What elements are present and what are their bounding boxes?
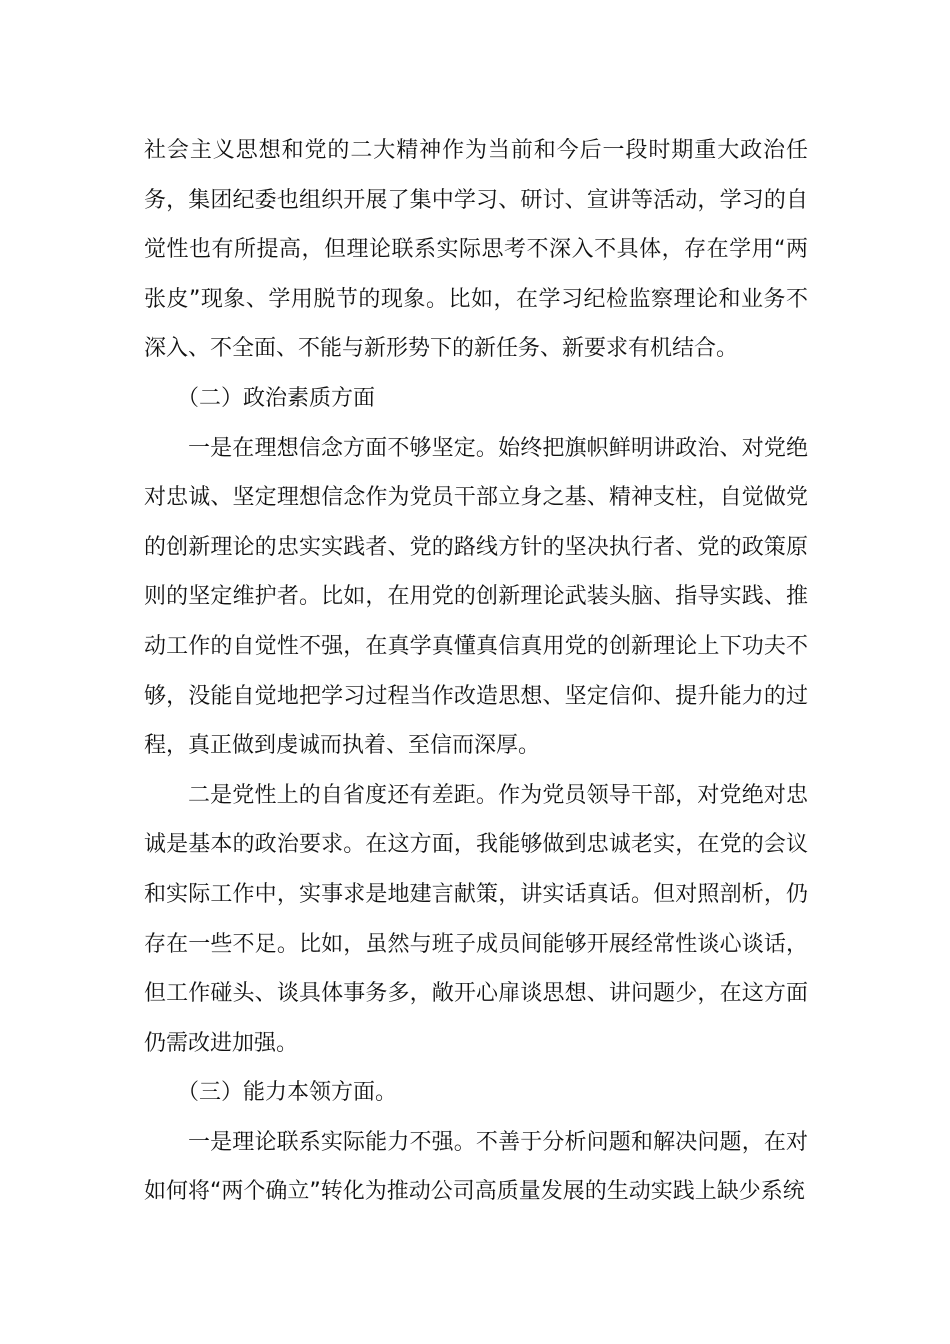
paragraph-theory-practice: 一是理论联系实际能力不强。不善于分析问题和解决问题，在对如何将“两个确立”转化为推动公司高质量发展的生动实践上缺少系统 bbox=[144, 1129, 808, 1205]
section-heading-political-quality: （二）政治素质方面 bbox=[177, 385, 376, 411]
section-heading-capability: （三）能力本领方面。 bbox=[177, 1080, 398, 1106]
paragraph-party-spirit: 二是党性上的自省度还有差距。作为党员领导干部，对党绝对忠诚是基本的政治要求。在这方面，我能够做到忠诚老实，在党的会议和实际工作中，实事求是地建言献策，讲实话真话。但对照剖析，仍存在一些不足。比如，虽然与班子成员间能够开展经常性谈心谈话，但工作碰头、谈具体事务多，敞开心扉谈思想、讲问题少，在这方面仍需改进加强。 bbox=[144, 782, 808, 1056]
document-body bbox=[144, 126, 808, 1217]
paragraph-ideals-beliefs: 一是在理想信念方面不够坚定。始终把旗帜鲜明讲政治、对党绝对忠诚、坚定理想信念作为党员干部立身之基、精神支柱，自觉做党的创新理论的忠实实践者、党的路线方针的坚决执行者、党的政策原则的坚定维护者。比如，在用党的创新理论武装头脑、指导实践、推动工作的自觉性不强，在真学真懂真信真用党的创新理论上下功夫不够，没能自觉地把学习过程当作改造思想、坚定信仰、提升能力的过程，真正做到虔诚而执着、至信而深厚。 bbox=[144, 435, 808, 759]
paragraph-continuation: 社会主义思想和党的二大精神作为当前和今后一段时期重大政治任务，集团纪委也组织开展了集中学习、研讨、宣讲等活动，学习的自觉性也有所提高，但理论联系实际思考不深入不具体，存在学用“两张皮”现象、学用脱节的现象。比如，在学习纪检监察理论和业务不深入、不全面、不能与新形势下的新任务、新要求有机结合。 bbox=[144, 138, 808, 362]
